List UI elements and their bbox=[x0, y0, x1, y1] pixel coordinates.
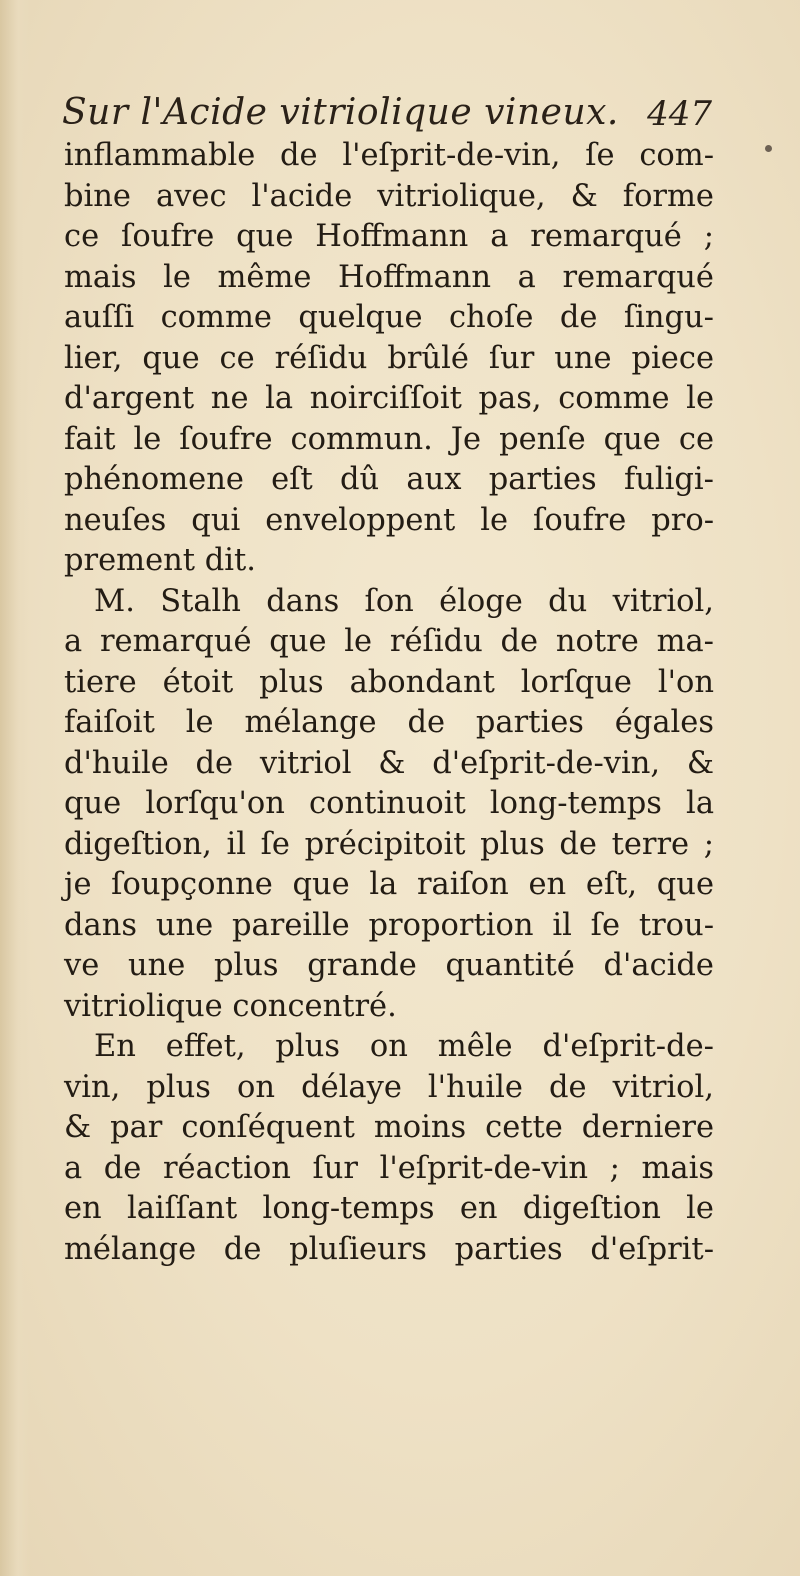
page-gutter-shadow bbox=[0, 0, 30, 1576]
text-line: neuſes qui enveloppent le ſoufre pro- bbox=[64, 502, 714, 538]
text-line: je ſoupçonne que la raiſon en eſt, que bbox=[64, 867, 714, 902]
text-line: mélange de pluſieurs parties d'eſprit- bbox=[64, 1231, 714, 1267]
text-line: lier, que ce réſidu brûlé ſur une piece bbox=[64, 340, 714, 376]
text-line: En effet, plus on mêle d'eſprit-de- bbox=[94, 1029, 714, 1064]
body-text bbox=[64, 136, 714, 1270]
text-line: & par conſéquent moins cette derniere bbox=[64, 1110, 714, 1145]
text-line: M. Stalh dans ſon éloge du vitriol, bbox=[94, 583, 714, 619]
text-line: mais le même Hoffmann a remarqué bbox=[64, 259, 714, 295]
page-header bbox=[62, 92, 712, 142]
text-line: faiſoit le mélange de parties égales bbox=[64, 705, 714, 740]
text-line: prement dit. bbox=[64, 543, 256, 578]
text-line: inflammable de l'eſprit-de-vin, ſe com- bbox=[64, 138, 714, 173]
page-number: 447 bbox=[647, 94, 712, 134]
ink-spot bbox=[765, 145, 772, 152]
text-line: que lorſqu'on continuoit long-temps la bbox=[64, 786, 714, 821]
text-line: a de réaction ſur l'eſprit-de-vin ; mais bbox=[64, 1150, 714, 1186]
text-line: digeſtion, il ſe précipitoit plus de terre ; bbox=[64, 826, 714, 862]
text-line: ve une plus grande quantité d'acide bbox=[64, 948, 714, 983]
text-line: d'argent ne la noirciſſoit pas, comme le bbox=[64, 381, 714, 416]
running-title: Sur l'Acide vitriolique vineux. bbox=[62, 92, 619, 133]
text-line: tiere étoit plus abondant lorſque l'on bbox=[64, 664, 714, 700]
text-line: en laiſſant long-temps en digeſtion le bbox=[64, 1191, 714, 1226]
text-line: d'huile de vitriol & d'eſprit-de-vin, & bbox=[64, 745, 714, 781]
text-line: auſſi comme quelque choſe de ſingu- bbox=[64, 300, 714, 335]
text-line: ce ſoufre que Hoffmann a remarqué ; bbox=[64, 219, 714, 254]
text-line: vitriolique concentré. bbox=[64, 988, 397, 1024]
text-line: fait le ſoufre commun. Je penſe que ce bbox=[64, 421, 714, 457]
text-line: vin, plus on délaye l'huile de vitriol, bbox=[64, 1069, 714, 1105]
text-line: a remarqué que le réſidu de notre ma- bbox=[64, 624, 714, 659]
text-line: dans une pareille proportion il ſe trou- bbox=[64, 907, 714, 943]
text-line: phénomene eſt dû aux parties fuligi- bbox=[64, 462, 714, 497]
text-line: bine avec l'acide vitriolique, & forme bbox=[64, 178, 714, 214]
